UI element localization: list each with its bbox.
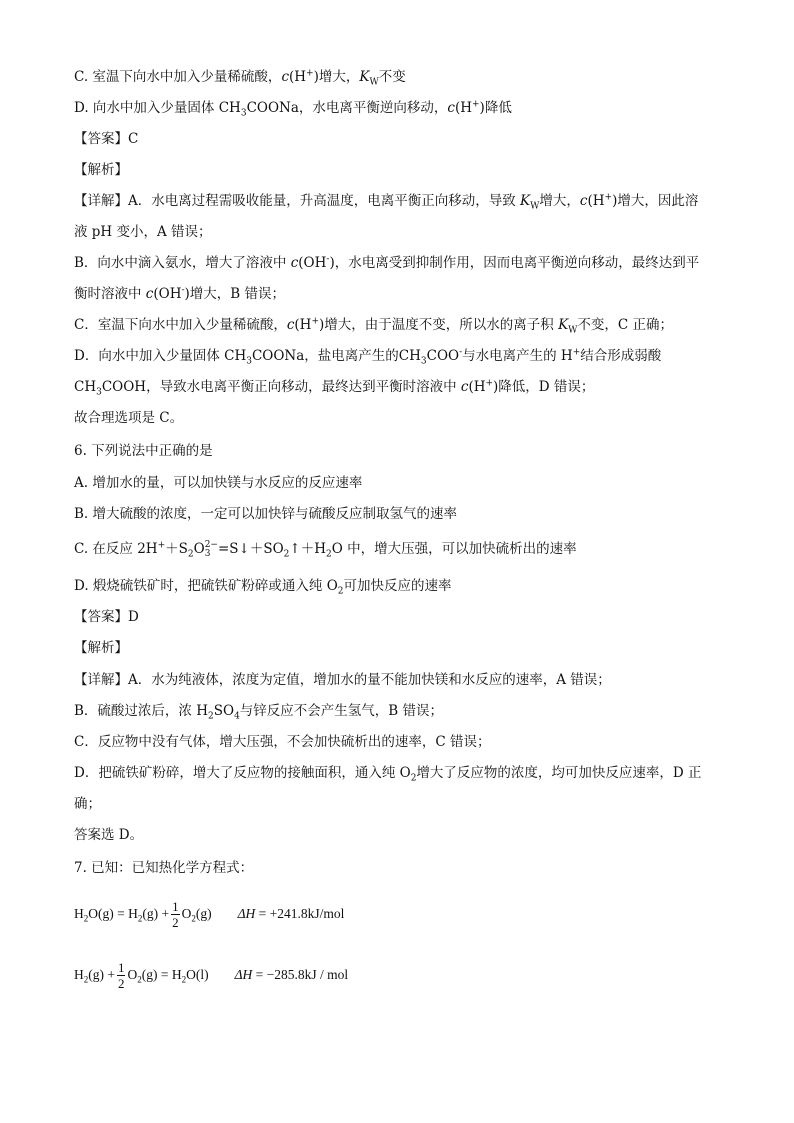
q6-stem: 6. 下列说法中正确的是 (74, 443, 213, 459)
q7-equation-1: $H_2O(g) = H_2(g)$ + $\frac{1}{2}$ $O_2(g) \Delta H = +241.8kJ/mol$ (74, 899, 345, 931)
q5-detail-line-2: 液 pH 变小，A 错误； (74, 224, 212, 240)
q6-option-a: A. 增加水的量，可以加快镁与水反应的反应速率 (74, 475, 363, 491)
q6-analysis-heading: 【解析】 (74, 640, 128, 656)
q6-option-d: D. 煅烧硫铁矿时，把硫铁矿粉碎或通入纯 $O_2$可加快反应的速率 (74, 578, 452, 597)
q5-detail-line-6: D．向水中加入少量固体 $CH_3COONa$，盐电离产生的$CH_3COO^-$与水电离产生的 H+结合形成弱酸 (74, 347, 662, 367)
q6-detail-line-4: D．把硫铁矿粉碎，增大了反应物的接触面积，通入纯 $O_2$增大了反应物的浓度，均可加快反应速率，D 正 (74, 765, 702, 784)
q6-answer: 【答案】D (74, 609, 139, 625)
q7-equation-2: $H_2(g)$ + $\frac{1}{2}$ $O_2(g) = H_2O(l) \Delta H = -285.8kJ$ / mol (74, 960, 349, 992)
q5-analysis-heading: 【解析】 (74, 162, 128, 178)
q6-option-c: C. 在反应 $2H^++S_2O$ 2− 3 $=S↓+SO_2↑+H_2O$ 中，增大压强，可以加快硫析出的速率 (74, 539, 577, 560)
q6-detail-line-3: C．反应物中没有气体，增大压强，不会加快硫析出的速率，C 错误； (74, 734, 491, 750)
q5-detail-line-4: 衡时溶液中 c(OH-)增大，B 错误； (74, 285, 285, 302)
q6-detail-line-5: 确； (74, 796, 101, 812)
q6-option-b: B. 增大硫酸的浓度，一定可以加快锌与硫酸反应制取氢气的速率 (74, 506, 458, 522)
q5-detail-line-7: $CH_3COOH$，导致水电离平衡正向移动，最终达到平衡时溶液中 c(H+)降低，D 错误； (74, 378, 595, 398)
q7-stem: 7. 已知：已知热化学方程式： (74, 860, 254, 876)
q5-answer: 【答案】C (74, 131, 139, 147)
q5-detail-line-3: B．向水中滴入氨水，增大了溶液中 c(OH-)，水电离受到抑制作用，因而电离平衡逆向移动，最终达到平 (74, 254, 700, 271)
q5-option-c: C. 室温下向水中加入少量稀硫酸，c(H+)增大，$K_W$不变 (74, 68, 406, 88)
q5-detail-line-5: C．室温下向水中加入少量稀硫酸，c(H+)增大，由于温度不变，所以水的离子积 $K_W$不变，C 正确； (74, 316, 674, 336)
q6-detail-line-1: 【详解】A．水为纯液体，浓度为定值，增加水的量不能加快镁和水反应的速率，A 错误； (74, 672, 611, 688)
q5-conclusion: 故合理选项是 C。 (74, 410, 184, 426)
q5-option-d: D. 向水中加入少量固体 $CH_3COONa$，水电离平衡逆向移动，c(H+)降低 (74, 99, 512, 119)
q6-detail-line-2: B．硫酸过浓后，浓 $H_2SO_4$与锌反应不会产生氢气，B 错误； (74, 703, 444, 722)
fraction-one-half: $\frac{1}{2}$ (172, 899, 179, 931)
q5-detail-line-1: 【详解】A．水电离过程需吸收能量，升高温度，电离平衡正向移动，导致 $K_W$增大，c(H+)增大，因此溶 (74, 192, 699, 212)
q6-conclusion: 答案选 D。 (74, 827, 144, 843)
fraction-one-half: $\frac{1}{2}$ (117, 960, 125, 992)
